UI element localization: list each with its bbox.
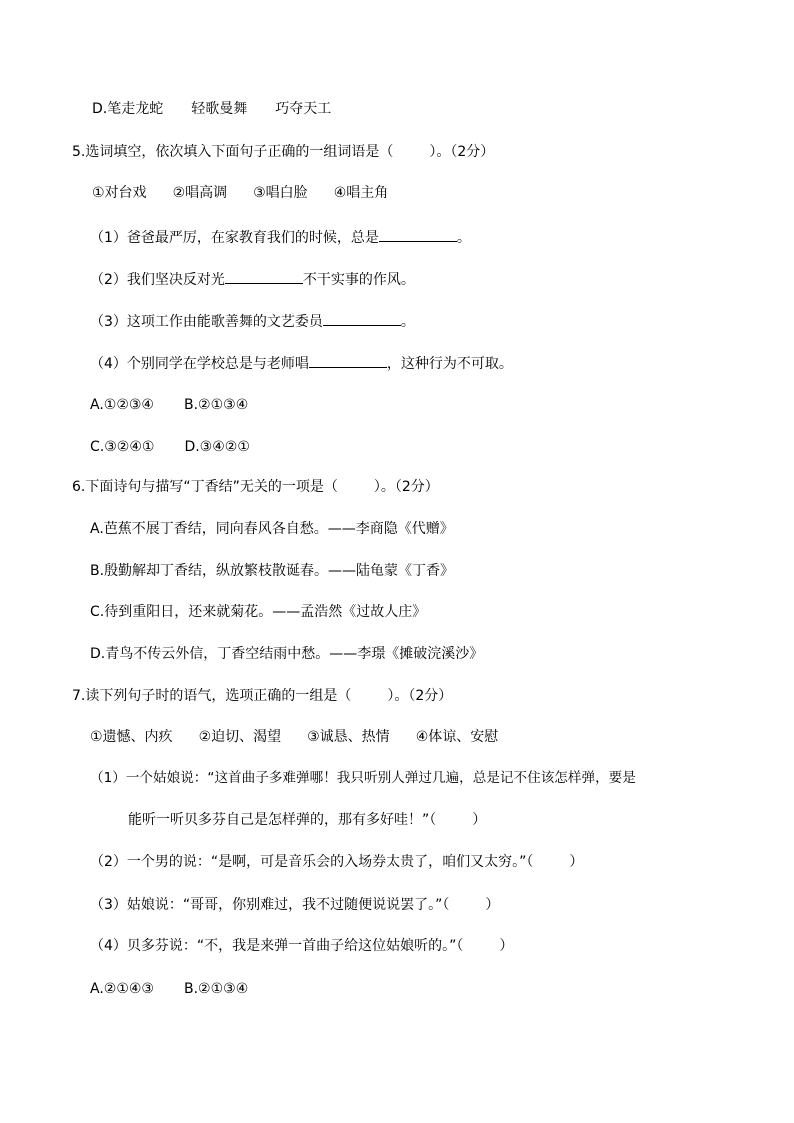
paren-close: ） — [485, 897, 500, 913]
q6-option-b[interactable] — [90, 562, 454, 580]
sentence-text: 。 — [400, 314, 415, 330]
sentence-text: （2）一个男的说：“是啊，可是音乐会的入场券太贵了，咱们又太穷。”（ — [90, 854, 534, 870]
q6-option-d[interactable] — [90, 645, 483, 663]
q7-sentence-1-line-1 — [90, 769, 636, 787]
stem-text: 5.选词填空，依次填入下面句子正确的一组词语是（ — [72, 144, 394, 160]
q5-word-choices — [92, 184, 388, 202]
sentence-text: ，这种行为不可取。 — [386, 356, 513, 372]
q7-sentence-1-line-2 — [128, 811, 486, 829]
q5-sentence-4 — [90, 353, 513, 373]
word-choice: ①对台戏 — [92, 185, 147, 201]
word-choice: ④唱主角 — [333, 185, 389, 201]
q4-option-d — [92, 100, 331, 118]
tone-choice: ②迫切、渴望 — [198, 729, 282, 745]
q7-options-ab — [90, 980, 248, 998]
sentence-text: 不干实事的作风。 — [302, 272, 415, 288]
option-letter: D. — [90, 646, 106, 662]
option-letter: A. — [90, 521, 104, 537]
option-b[interactable]: B.②①③④ — [183, 397, 249, 413]
stem-score: ）。（2分） — [429, 144, 495, 160]
word-choice: ②唱高调 — [172, 185, 228, 201]
q6-option-c[interactable] — [90, 603, 426, 621]
stem-score: ）。（2分） — [387, 688, 453, 704]
sentence-text: （4）个别同学在学校总是与老师唱 — [90, 356, 309, 372]
sentence-text: （4）贝多芬说：“不，我是来弹一首曲子给这位姑娘听的。”（ — [90, 938, 464, 954]
answer-blank[interactable] — [323, 311, 401, 326]
option-a[interactable]: A.②①④③ — [90, 981, 154, 997]
q7-sentence-2 — [90, 853, 583, 871]
option-letter: C. — [90, 604, 105, 620]
option-a[interactable]: A.①②③④ — [90, 397, 154, 413]
sentence-text: （1）一个姑娘说：“这首曲子多难弹哪！我只听别人弹过几遍，总是记不住该怎样弹，要是 — [90, 770, 636, 786]
option-text: 青鸟不传云外信，丁香空结雨中愁。——李璟《摊破浣溪沙》 — [105, 646, 484, 662]
q6-option-a[interactable] — [90, 520, 454, 538]
sentence-text: （3）这项工作由能歌善舞的文艺委员 — [90, 314, 323, 330]
option-d[interactable]: D.③④②① — [184, 439, 250, 455]
option-b[interactable]: B.②①③④ — [183, 981, 249, 997]
tone-choice: ③诚恳、热情 — [307, 729, 390, 745]
sentence-text: （1）爸爸最严厉，在家教育我们的时候，总是 — [90, 230, 379, 246]
option-letter: D. — [92, 101, 108, 117]
q7-sentence-3 — [90, 896, 499, 914]
option-letter: B. — [90, 563, 105, 579]
q5-options-ab — [90, 396, 248, 414]
option-text: 芭蕉不展丁香结，同向春风各自愁。——李商隐《代赠》 — [103, 521, 454, 537]
answer-blank[interactable] — [225, 269, 303, 284]
option-text: 待到重阳日，还来就菊花。——孟浩然《过故人庄》 — [104, 604, 427, 620]
q5-sentence-3 — [90, 311, 415, 331]
stem-text: 7.读下列句子时的语气，选项正确的一组是（ — [72, 688, 352, 704]
paren-close: ） — [499, 938, 514, 954]
option-text: 殷勤解却丁香结，纵放繁枝散诞春。——陆龟蒙《丁香》 — [104, 563, 455, 579]
sentence-text: （3）姑娘说：“哥哥，你别难过，我不过随便说说罢了。”（ — [90, 897, 450, 913]
tone-choice: ①遗憾、内疚 — [90, 729, 173, 745]
sentence-text: 。 — [456, 230, 471, 246]
q7-sentence-4 — [90, 937, 513, 955]
tone-choice: ④体谅、安慰 — [415, 729, 499, 745]
option-word: 轻歌曼舞 — [191, 101, 248, 117]
sentence-text: （2）我们坚决反对光 — [90, 272, 225, 288]
option-word: 巧夺天工 — [275, 101, 332, 117]
q7-stem — [72, 687, 452, 705]
sentence-text: 能听一听贝多芬自己是怎样弹的，那有多好哇！”（ — [128, 812, 437, 828]
stem-text: 6.下面诗句与描写“丁香结”无关的一项是（ — [72, 479, 338, 495]
q7-tone-choices — [90, 728, 498, 746]
q6-stem — [72, 478, 439, 496]
answer-blank[interactable] — [309, 353, 387, 368]
q5-options-cd — [90, 438, 250, 456]
paren-close: ） — [472, 812, 487, 828]
word-choice: ③唱白脸 — [253, 185, 308, 201]
paren-close: ） — [569, 854, 584, 870]
q5-sentence-2 — [90, 269, 415, 289]
stem-score: ）。（2分） — [373, 479, 439, 495]
option-word: 笔走龙蛇 — [107, 101, 164, 117]
q5-sentence-1 — [90, 227, 471, 247]
answer-blank[interactable] — [379, 227, 457, 242]
option-c[interactable]: C.③②④① — [90, 439, 155, 455]
q5-stem — [72, 143, 494, 161]
